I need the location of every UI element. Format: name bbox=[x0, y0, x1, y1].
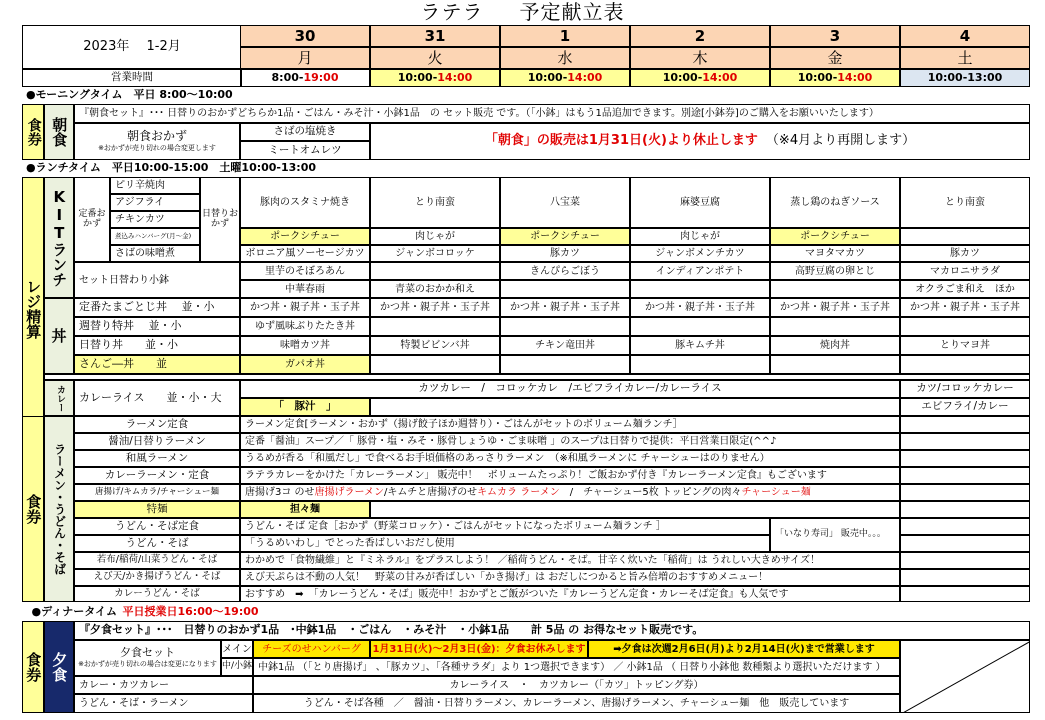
dinner-side-label: 夕食 bbox=[44, 621, 74, 713]
ramen-label: 唐揚げ/キムカラ/チャーシュー麺 bbox=[74, 484, 240, 501]
tonjiru: 「 豚汁 」 bbox=[240, 398, 370, 416]
daily-sub-okazu-1: ポークシチュー bbox=[500, 228, 630, 245]
diagonal-line bbox=[901, 641, 1030, 713]
daily-sub-okazu-1: 肉じゃが bbox=[630, 228, 770, 245]
ramen-saturday bbox=[900, 586, 1030, 602]
dinner-header-a: ●ディナータイム bbox=[31, 605, 128, 619]
lunch-header: ●ランチタイム 平日10:00-15:00 土曜10:00-13:00 bbox=[26, 161, 317, 175]
ramen-saturday bbox=[900, 518, 1030, 535]
day-number: 30 bbox=[240, 25, 370, 47]
ramen-desc: ラーメン定食[ラーメン・おかず（揚げ餃子ほか週替り）・ごはんがセットのボリューム麺ランチ］ bbox=[240, 416, 900, 433]
don-sango bbox=[370, 355, 500, 374]
morning-side-breakfast: 朝食 bbox=[44, 104, 74, 160]
ramen-desc-part: キムカラ ラーメン bbox=[477, 487, 560, 498]
don-label-4: さんご―丼 並 bbox=[74, 355, 240, 374]
don-side-label: 丼 bbox=[44, 298, 74, 374]
ramen-desc: えび天ぷらは不動の人気！ 野菜の甘みが香ばしい「かき揚げ」は おだしにつかると旨み倍増のおすすめメニュー！ bbox=[240, 569, 900, 586]
ramen-desc: おすすめ ➡ 「カレーうどん・そば」販売中！おかずとご飯がついた『カレーうどん定食・カレーそば定食』も人気です bbox=[240, 586, 900, 602]
don-daily: チキン竜田丼 bbox=[500, 336, 630, 355]
don-fixed: かつ丼・親子丼・玉子丼 bbox=[370, 298, 500, 317]
hours-close: 14:00 bbox=[567, 70, 603, 84]
ramen-saturday bbox=[900, 416, 1030, 433]
don-sango bbox=[900, 355, 1030, 374]
menu-table bbox=[22, 25, 1030, 715]
don-weekly bbox=[370, 317, 500, 336]
daily-sub-okazu-1: ポークシチュー bbox=[770, 228, 900, 245]
ramen-saturday bbox=[900, 467, 1030, 484]
daily-kobachi-2: 中華春雨 bbox=[240, 280, 370, 298]
business-hours bbox=[500, 69, 630, 87]
daily-kobachi-2 bbox=[500, 280, 630, 298]
don-fixed: かつ丼・親子丼・玉子丼 bbox=[630, 298, 770, 317]
morning-set-line: 『朝食セット』･･･ 日替りのおかずどちらか1品・ごはん・みそ汁・小鉢1品 の セット販売 です。（「小鉢」はもう1品追加できます。別途[小鉢券]のご購入をお願いいたします） bbox=[74, 104, 1030, 123]
weekday: 水 bbox=[500, 47, 630, 69]
ramen-label: カレーラーメン・定食 bbox=[74, 467, 240, 484]
don-weekly: ゆず風味ぶりたたき丼 bbox=[240, 317, 370, 336]
ramen-saturday bbox=[900, 484, 1030, 501]
daily-main-okazu: 蒸し鶏のねぎソース bbox=[770, 177, 900, 228]
daily-main-okazu: とり南蛮 bbox=[900, 177, 1030, 228]
spacer-row bbox=[44, 374, 1030, 380]
daily-sub-okazu-2: ボロニア風ソーセージカツ bbox=[240, 245, 370, 262]
ramen-saturday bbox=[900, 433, 1030, 450]
hours-close: 14:00 bbox=[437, 70, 473, 84]
don-sango bbox=[630, 355, 770, 374]
dinner-side-dish-label: 中/小鉢 bbox=[221, 658, 253, 676]
ramen-desc: ラテラカレーをかけた「カレーラーメン」 販売中！ ボリュームたっぷり！ご飯おかず付き『カレーラーメン定食』もございます bbox=[240, 467, 900, 484]
dinner-closed-notice: 1月31日(火)～2月3日(金)：夕食お休みします bbox=[370, 640, 588, 658]
don-weekly bbox=[900, 317, 1030, 336]
daily-main-okazu: 八宝菜 bbox=[500, 177, 630, 228]
dinner-main-item: チーズのせハンバーグ bbox=[253, 640, 370, 658]
don-daily: 特製ビビンバ丼 bbox=[370, 336, 500, 355]
daily-sub-okazu-1: 肉じゃが bbox=[370, 228, 500, 245]
ramen-saturday bbox=[900, 535, 1030, 552]
business-hours bbox=[900, 69, 1030, 87]
curry-saturday-1: カツ/コロッケカレー bbox=[900, 380, 1030, 398]
business-hours bbox=[630, 69, 770, 87]
ramen-desc bbox=[240, 484, 900, 501]
daily-kobachi-2 bbox=[630, 280, 770, 298]
don-fixed: かつ丼・親子丼・玉子丼 bbox=[770, 298, 900, 317]
don-weekly bbox=[500, 317, 630, 336]
fixed-okazu-item: チキンカツ bbox=[110, 211, 200, 228]
weekday: 木 bbox=[630, 47, 770, 69]
ramen-desc-part: 唐揚げラーメン bbox=[314, 487, 385, 498]
morning-header: ●モーニングタイム 平日 8:00～10:00 bbox=[26, 88, 233, 102]
daily-sub-okazu-2: ジャンボコロッケ bbox=[370, 245, 500, 262]
business-hours bbox=[240, 69, 370, 87]
dinner-saturday-closed bbox=[900, 640, 1030, 713]
store-name: ラテラ bbox=[420, 0, 484, 24]
hours-close: 13:00 bbox=[967, 70, 1003, 84]
don-label-2: 週替り特丼 並・小 bbox=[74, 317, 240, 336]
ramen-blank bbox=[370, 501, 900, 518]
curry-items: カツカレー / コロッケカレ /エビフライカレー/カレーライス bbox=[240, 380, 900, 398]
hours-close: 14:00 bbox=[702, 70, 738, 84]
morning-side-ticket: 食券 bbox=[22, 104, 44, 160]
kit-lunch-label: KITランチ bbox=[44, 177, 74, 298]
breakfast-okazu-note: ※おかずが売り切れの場合変更します bbox=[98, 144, 216, 153]
don-weekly bbox=[770, 317, 900, 336]
fixed-okazu-item: 煮込みハンバーグ(月～金) bbox=[110, 228, 200, 245]
ramen-desc: わかめで「食物繊維」と『ミネラル』をプラスしよう！ ／稲荷うどん・そば。甘辛く炊いた「稲荷」は うれしい大きめサイズ！ bbox=[240, 552, 900, 569]
daily-sub-okazu-1 bbox=[900, 228, 1030, 245]
breakfast-notice-main: 「朝食」の販売は1月31日(火)より休止します bbox=[484, 133, 758, 149]
weekday: 金 bbox=[770, 47, 900, 69]
ramen-saturday bbox=[900, 501, 1030, 518]
daily-kobachi-1: マカロニサラダ bbox=[900, 262, 1030, 280]
hours-open: 10:00- bbox=[397, 70, 438, 84]
dinner-header bbox=[22, 604, 1030, 621]
dinner-reopen-notice: ➡夕食は次週2月6日(月)より2月14日(火)まで営業します bbox=[588, 640, 900, 658]
ramen-desc: 担々麺 bbox=[240, 501, 370, 518]
daily-kobachi-1: 里芋のそぼろあん bbox=[240, 262, 370, 280]
hours-open: 10:00- bbox=[527, 70, 568, 84]
dinner-set-label-box bbox=[74, 640, 221, 676]
daily-sub-okazu-1: ポークシチュー bbox=[240, 228, 370, 245]
daily-main-okazu: とり南蛮 bbox=[370, 177, 500, 228]
daily-okazu-label: 日替りおかず bbox=[200, 177, 240, 262]
weekday: 火 bbox=[370, 47, 500, 69]
day-number: 3 bbox=[770, 25, 900, 47]
breakfast-notice bbox=[370, 123, 1030, 160]
ramen-saturday bbox=[900, 552, 1030, 569]
ramen-desc-part: 唐揚げ3コ のせ bbox=[245, 487, 315, 498]
ramen-label: えび天/かき揚げうどん・そば bbox=[74, 569, 240, 586]
ramen-label: カレーうどん・そば bbox=[74, 586, 240, 602]
daily-kobachi-2: 青菜のおかか和え bbox=[370, 280, 500, 298]
ramen-label: うどん・そば定食 bbox=[74, 518, 240, 535]
don-weekly bbox=[630, 317, 770, 336]
hours-open: 8:00- bbox=[271, 70, 304, 84]
daily-sub-okazu-2: 豚カツ bbox=[500, 245, 630, 262]
daily-kobachi-2: オクラごま和え ほか bbox=[900, 280, 1030, 298]
page-title bbox=[0, 0, 1045, 24]
fixed-okazu-item: さばの味噌煮 bbox=[110, 245, 200, 262]
ramen-saturday bbox=[900, 450, 1030, 467]
daily-kobachi-1 bbox=[370, 262, 500, 280]
don-fixed: かつ丼・親子丼・玉子丼 bbox=[900, 298, 1030, 317]
ramen-label: うどん・そば bbox=[74, 535, 240, 552]
dinner-curry-desc: カレーライス ・ カツカレー（「カツ」トッピング券） bbox=[253, 676, 900, 694]
don-fixed: かつ丼・親子丼・玉子丼 bbox=[500, 298, 630, 317]
kobachi-label: セット日替わり小鉢 bbox=[74, 262, 240, 298]
don-sango bbox=[500, 355, 630, 374]
ramen-desc: うどん・そば 定食［おかず（野菜コロッケ）・ごはんがセットになったボリューム麺ランチ ］ bbox=[240, 518, 770, 535]
hours-close: 14:00 bbox=[837, 70, 873, 84]
period-label: 2023年 1-2月 bbox=[22, 25, 242, 69]
ramen-side-label: ラーメン・うどん・そば bbox=[44, 416, 74, 602]
dinner-curry-label: カレー・カツカレー bbox=[74, 676, 253, 694]
breakfast-okazu-title: 朝食おかず bbox=[126, 129, 187, 144]
ramen-desc: 「うるめいわし」でとった香ばしいおだし使用 bbox=[240, 535, 770, 552]
ramen-label: 若布/稲荷/山菜うどん・そば bbox=[74, 552, 240, 569]
dinner-set-note: ※おかずが売り切れの場合は変更になります bbox=[78, 660, 217, 669]
daily-sub-okazu-2: マヨタマカツ bbox=[770, 245, 900, 262]
ramen-side-ticket: 食券 bbox=[22, 416, 44, 602]
day-number: 2 bbox=[630, 25, 770, 47]
document-title: 予定献立表 bbox=[519, 0, 625, 24]
dinner-header-b: 平日授業日16:00～19:00 bbox=[122, 605, 259, 619]
don-fixed: かつ丼・親子丼・玉子丼 bbox=[240, 298, 370, 317]
don-sango bbox=[770, 355, 900, 374]
daily-kobachi-1: きんぴらごぼう bbox=[500, 262, 630, 280]
don-label-3: 日替り丼 並・小 bbox=[74, 336, 240, 355]
ramen-label: 和風ラーメン bbox=[74, 450, 240, 467]
don-sango: ガパオ丼 bbox=[240, 355, 370, 374]
daily-kobachi-2 bbox=[770, 280, 900, 298]
day-number: 4 bbox=[900, 25, 1030, 47]
dinner-udon-desc: うどん・そば各種 ／ 醤油・日替りラーメン、カレーラーメン、唐揚げラーメン、チャーシュー麺 他 販売しています bbox=[253, 694, 900, 713]
fixed-okazu-item: ピリ辛焼肉 bbox=[110, 177, 200, 194]
day-number: 1 bbox=[500, 25, 630, 47]
lunch-side-register: レジ精算 bbox=[22, 177, 44, 440]
ramen-label: 特麺 bbox=[74, 501, 240, 518]
ramen-desc: 定番「醤油」スープ／「 豚骨・塩・みそ・豚骨しょうゆ・ごま味噌 」のスープは日替りで提供：平日営業日限定(^^♪ bbox=[240, 433, 900, 450]
daily-sub-okazu-2: ジャンボメンチカツ bbox=[630, 245, 770, 262]
hours-open: 10:00- bbox=[662, 70, 703, 84]
dinner-set-label: 夕食セット bbox=[120, 646, 175, 660]
dinner-set-line: 『夕食セット』･･･ 日替りのおかず1品 ･中鉢1品 ・ごはん ・みそ汁 ・小鉢1品 計 5品 の お得なセット販売です。 bbox=[74, 621, 1030, 640]
don-label-1: 定番たまごとじ丼 並・小 bbox=[74, 298, 240, 317]
daily-main-okazu: 豚肉のスタミナ焼き bbox=[240, 177, 370, 228]
ramen-desc-part: /キムチと唐揚げのせ bbox=[384, 487, 478, 498]
daily-sub-okazu-2: 豚カツ bbox=[900, 245, 1030, 262]
daily-kobachi-1: 高野豆腐の卵とじ bbox=[770, 262, 900, 280]
hours-label: 営業時間 bbox=[22, 69, 242, 87]
dinner-udon-label: うどん・そば・ラーメン bbox=[74, 694, 253, 713]
breakfast-item-1: さばの塩焼き bbox=[240, 123, 370, 141]
ramen-desc-part: チャーシュー麺 bbox=[741, 487, 811, 498]
weekday: 月 bbox=[240, 47, 370, 69]
dinner-main-label: メイン bbox=[221, 640, 253, 658]
hours-open: 10:00- bbox=[927, 70, 968, 84]
ramen-desc-part: / チャーシュー5枚 トッピングの肉々 bbox=[559, 487, 742, 498]
fixed-okazu-item: アジフライ bbox=[110, 194, 200, 211]
business-hours bbox=[370, 69, 500, 87]
weekday: 土 bbox=[900, 47, 1030, 69]
ramen-label: 醤油/日替りラーメン bbox=[74, 433, 240, 450]
curry-side-label: カレー bbox=[44, 380, 74, 416]
breakfast-notice-sub: （※4月より再開します） bbox=[765, 133, 916, 149]
inari-notice: 「いなり寿司」 販売中。。。 bbox=[770, 518, 900, 552]
ramen-label: ラーメン定食 bbox=[74, 416, 240, 433]
curry-saturday-2: エビフライ/カレー bbox=[900, 398, 1030, 416]
business-hours bbox=[770, 69, 900, 87]
day-number: 31 bbox=[370, 25, 500, 47]
hours-close: 19:00 bbox=[303, 70, 339, 84]
daily-main-okazu: 麻婆豆腐 bbox=[630, 177, 770, 228]
curry-label: カレーライス 並・小・大 bbox=[74, 380, 240, 416]
don-daily: とりマヨ丼 bbox=[900, 336, 1030, 355]
hours-open: 10:00- bbox=[797, 70, 838, 84]
dinner-side-dish-desc: 中鉢1品 （「とり唐揚げ」 、「豚カツ」、「各種サラダ」より 1つ選択できます） ／ 小鉢1品 （ 日替り小鉢他 数種類より選択いただけます ） bbox=[253, 658, 900, 676]
breakfast-okazu-label bbox=[74, 123, 240, 160]
daily-kobachi-1: インディアンポテト bbox=[630, 262, 770, 280]
curry-blank bbox=[370, 398, 900, 416]
don-daily: 味噌カツ丼 bbox=[240, 336, 370, 355]
don-daily: 焼肉丼 bbox=[770, 336, 900, 355]
don-daily: 豚キムチ丼 bbox=[630, 336, 770, 355]
ramen-desc: うるめが香る「和風だし」で食べるお手頃価格のあっさりラーメン （※和風ラーメンに チャーシューはのりません） bbox=[240, 450, 900, 467]
breakfast-item-2: ミートオムレツ bbox=[240, 141, 370, 160]
dinner-side-ticket: 食券 bbox=[22, 621, 44, 713]
ramen-saturday bbox=[900, 569, 1030, 586]
fixed-okazu-label: 定番おかず bbox=[74, 177, 110, 262]
